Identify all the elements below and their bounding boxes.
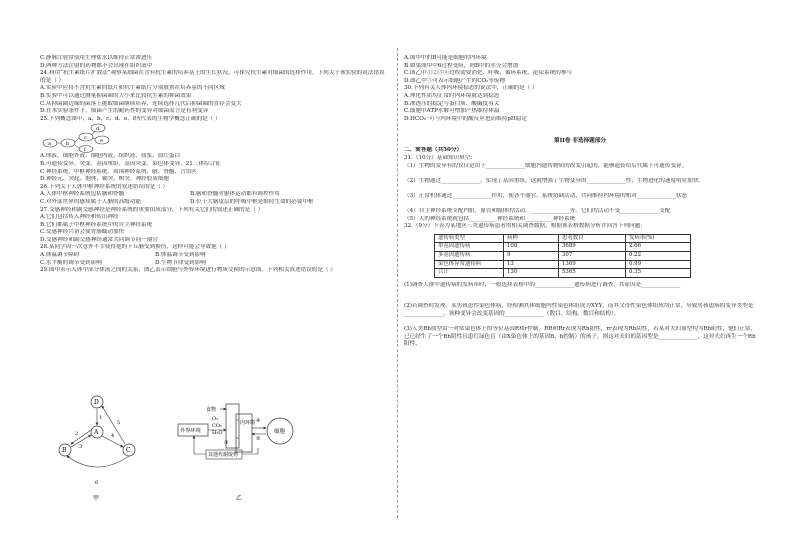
inner-env-label	[240, 419, 255, 426]
node-a: A	[94, 429, 99, 436]
text-line	[40, 199, 390, 207]
table-cell: 0.22	[626, 252, 691, 261]
text-line: （4）自主神经系统支配内脏、血管和腺体的活动，______________等。它们的活动不受______________支配	[404, 208, 671, 215]
text-line: 24.利用“抗生素纸片扩散法”观察某细菌在含有抗生素的培养基上的生长状况，可探究抗生素对细菌的选择作用。下列关于该实验的说法错误的是（ ）	[40, 70, 385, 84]
left-column	[40, 55, 390, 282]
text-line: (1)调查人群中遗传病的发病率时，一般选择表格中的______________遗传病进行调查，其原因是______________	[404, 281, 681, 288]
inner-env-text: 内环境	[240, 420, 256, 426]
table-cell: 合计	[435, 269, 504, 278]
text-line	[40, 260, 390, 268]
input-food: 食物	[206, 407, 217, 413]
cell-label: 细胞	[274, 429, 286, 435]
text-line: 27.交感神经和副交感神经是神经系统的重要组成部分，下列有关它们的叙述正确的是（ ）	[40, 206, 264, 213]
text-line: 26.下列关于人体中枢神经系统的叙述错误的是（ ）	[40, 183, 169, 190]
node-b: B	[62, 447, 67, 454]
text-line: A.它们包括传入神经和传出神经	[40, 214, 119, 221]
text-line: B.如果图甲中6过程受阻，则B中的水分会增加	[404, 62, 519, 69]
table-row	[435, 252, 691, 261]
text-line: 29.图甲表示人体中部分体液之间的关系，图乙表示细胞与外界环境进行物质交换的示意图。下列相关叙述错误的是（ ）	[40, 267, 336, 274]
text-line: B.渗透压的稳定与蛋白质、酸碱度有关	[404, 100, 500, 107]
text-line: B.可遗传变异、突变、基因重组、基因突变、染色体变异、21三体综合征	[40, 160, 221, 167]
arrow-num-1: 1	[99, 415, 103, 421]
table-cell: 0.99	[626, 260, 691, 269]
arrow-num-4: 4	[111, 433, 115, 439]
num-5: ⑤	[256, 436, 261, 442]
text-line	[40, 191, 390, 199]
arrow-num-5: 5	[117, 420, 121, 426]
table-header-row	[435, 234, 691, 243]
text-line: （5）人的神经系统就包括__________神经系统和__________神经系统	[404, 215, 576, 222]
answer-space	[404, 289, 756, 303]
text-line: D.交感神经和副交感神经通常共同调节同一器官	[40, 236, 158, 243]
option-d: D.生物节律受到影响	[155, 259, 206, 266]
text-line: (2)若调查时发现，某男孩患性染色体病，经检测其体细胞内性染色体组成为XYY，而其父母性染色体组成均正常，导致男孩患病的变异类型是______________，该种变异会改变基因的______________（数目、结构、数目和结构）。	[404, 303, 754, 318]
concept-label-f: f	[84, 147, 86, 154]
outside-env-label: 外界环境	[180, 428, 201, 434]
text-line: 25.下列概念图中，a、b、c、d、e、f所代表的生物学概念正确的是（ ）	[40, 115, 221, 122]
genetic-disease-table	[434, 234, 691, 278]
text-line: B.实验中可以通过测量抑菌圈的大小来比较抗生素的抑菌效果	[40, 92, 192, 99]
option-c: C.水平衡的调节受到影响	[40, 259, 102, 266]
node-d: D	[94, 399, 99, 406]
text-line: 31.（10分）基础知识填空：	[404, 154, 476, 161]
text-line: （2）生物通过______________，实现了基因重组，这就增强了生物变异的______________性，生物进化的速度明显加快。	[404, 177, 705, 184]
other-waste-label: 其他代谢废物	[208, 452, 239, 458]
concept-label-a: a	[48, 141, 51, 148]
num-4: ④	[256, 418, 261, 424]
table-cell: 108	[504, 243, 559, 252]
input-co2: CO₂	[212, 423, 222, 429]
text-line: D.图乙中⑤可表示细胞产生的CO₂等废物	[404, 77, 506, 84]
table-cell: 0.35	[626, 269, 691, 278]
figure-yi	[176, 400, 336, 504]
table-cell: 9	[504, 252, 559, 261]
text-line	[40, 252, 390, 260]
concept-diagram	[42, 123, 122, 153]
table-cell: 单基因遗传病	[435, 243, 504, 252]
option-a: A.人体中枢神经系统包括脑和脊髓	[40, 191, 125, 198]
text-line: 32.（9分）下表为某地区三类遗传病患者的相关调查数据，根据该表格数据分析并回答下列问题：	[404, 223, 646, 230]
table-cell: 染色体异常遗传病	[435, 260, 504, 269]
text-line: A.图甲中的B可能是细胞的内环境	[404, 55, 487, 61]
concept-diagram-area	[40, 123, 390, 153]
text-line: C.交感神经兴奋会使胃肠蠕动加快	[40, 229, 125, 236]
figure-caption-jia: 甲	[93, 495, 100, 502]
text-line: C.静脉注射常使用生理盐水以维持正常渗透压	[40, 55, 153, 61]
arrow-num-6: 6	[95, 480, 99, 486]
table-cell: 1369	[559, 260, 626, 269]
option-d: D.位于大脑皮层的呼吸中枢是维持生命的必要中枢	[190, 198, 314, 205]
concept-label-c: c	[84, 135, 87, 142]
table-cell: 3689	[559, 243, 626, 252]
input-o2: O₂	[212, 416, 219, 422]
table-row	[435, 260, 691, 269]
text-line: B.它们都属于中枢神经系统中的自主神经系统	[40, 221, 153, 228]
text-line: D.HCO₃⁻可与内环境中的酸反应进而维持pH稳定	[404, 115, 527, 122]
text-line: （1）生物的变异有的仅仅是由于______________细胞内遗传物质的改变引起的，能够遗传给后代属于可遗传变异。	[404, 162, 688, 169]
table-cell: 13	[504, 260, 559, 269]
right-column	[404, 55, 756, 357]
table-cell: 307	[559, 252, 626, 261]
concept-label-d: d	[96, 126, 100, 133]
table-cell: 多基因遗传病	[435, 252, 504, 261]
input-h2o: H₂O	[212, 430, 223, 436]
table-header: 患者数目	[559, 234, 626, 243]
node-c: C	[126, 447, 131, 454]
arrow-num-3: 3	[79, 444, 83, 450]
text-line: A.体液、细胞外液、细胞内液、组织液、血浆、血红蛋白	[40, 153, 181, 160]
table-header: 病种	[504, 234, 559, 243]
figure-jia	[55, 392, 145, 504]
option-a: A.体温调节障碍	[40, 252, 80, 259]
arrow-num-2: 2	[75, 431, 79, 437]
concept-label-e: e	[100, 138, 103, 145]
text-line: D.两种方法注射的药物都不会出现在组织液中	[40, 62, 153, 69]
table-cell: 130	[504, 269, 559, 278]
section-heading: 二、简答题（共50分）	[404, 147, 463, 154]
text-line: （3）正常机体通过______________作用，使各个器官、系统协调活动，共同维持内环境的相对______________状态	[404, 192, 688, 199]
concept-label-b: b	[66, 141, 70, 148]
figure-caption-yi: 乙	[236, 495, 243, 502]
section-title: 第II卷 非选择题部分	[554, 138, 606, 145]
text-line: D.神经元、突起、胞体、轴突、树突、神经胶质细胞	[40, 176, 170, 183]
option-b: B.体温调节受到影响	[155, 252, 206, 259]
text-line: 28.某同学因一次意外不幸使得他的下丘脑受到损伤，这样可能会导致他（ ）	[40, 244, 230, 251]
text-line: C.从抑菌圈边缘的菌落上挑取细菌继续培养，连续选择几代后抑菌圈的直径会变大	[40, 100, 242, 107]
text-line: (3)人类Rh血型由一对常染色体上的等位基因R和r控制，RR和Rr表现为Rh阳性，rr表现为Rh阴性，若某对夫妇血型均为Rh阳性，他们正常，已已经生了一个Rh阴性且患红绿色盲（由X染色体上的基因B、b控制）的孩子，则这对夫妇的基因型是______________，这对夫妇再生一个Rh阳性、	[404, 326, 756, 348]
option-b: B.脑和脊髓对躯体运动都有调控作用	[190, 191, 280, 198]
text-line: C.图乙中①②③④过程需要消化、呼吸、循环系统、泌尿系统的参与	[404, 70, 573, 77]
text-line: C.细胞中ATP水解可增加产热维持体温	[404, 108, 500, 115]
table-row	[435, 269, 691, 278]
table-cell: 5365	[559, 269, 626, 278]
table-header: 发病率(%)	[626, 234, 691, 243]
text-line: D.在本实验条件下，细菌产生的耐药性的变异对细菌而言是有利变异	[40, 108, 209, 115]
text-line: A.理化性质均正常时内环境就达到稳态	[404, 92, 500, 99]
table-header: 遗传病类型	[435, 234, 504, 243]
num-3: ③	[224, 440, 229, 446]
text-line: 30.下列有关人体内环境稳态的说法中，正确的是（ ）	[404, 85, 538, 92]
table-row	[435, 243, 691, 252]
text-line: C.神经系统、中枢神经系统、周围神经系统、脑、脊髓、言语区	[40, 168, 197, 175]
text-line: A.实验中应将不含抗生素的纸片和抗生素纸片分别放置在培养基的不同区域	[40, 85, 225, 92]
column-divider	[397, 48, 398, 518]
table-cell: 2.66	[626, 243, 691, 252]
option-c: C.对外部世界的感知属于人脑的高级功能	[40, 198, 141, 205]
spacer	[404, 123, 756, 135]
